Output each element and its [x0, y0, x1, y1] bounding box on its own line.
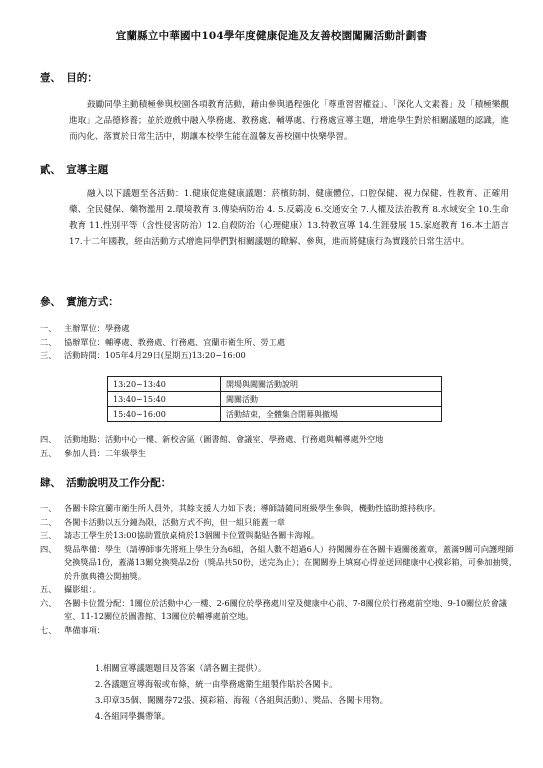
- item-number: 四、: [40, 543, 57, 554]
- schedule-event: 活動結束，全體集合閉幕與撤場: [221, 407, 442, 422]
- item-text: 主辦單位：學務處: [64, 323, 130, 333]
- list-item: [40, 502, 520, 516]
- section-heading-purpose: 壹、 目的：: [40, 72, 98, 84]
- document-title: 宜蘭縣立中華國中104學年度健康促進及友善校園闖關活動計劃書: [115, 30, 428, 42]
- prep-list: [95, 660, 388, 724]
- schedule-time: 15:40~16:00: [108, 407, 221, 422]
- table-row: [108, 377, 442, 392]
- list-item: [40, 447, 520, 461]
- purpose-paragraph: [69, 97, 509, 145]
- implementation-list: [40, 322, 520, 363]
- item-text: 協辦單位：輔導處、教務處、行務處、宜蘭市衛生所、勞工處: [64, 336, 286, 347]
- section-heading-themes: 貳、 宣導主題: [40, 164, 109, 176]
- item-text: 參加人員：二年級學生: [64, 447, 146, 458]
- item-number: 七、: [40, 624, 57, 635]
- item-number: 五、: [40, 584, 57, 594]
- section-heading-implementation: 參、 實施方式：: [40, 296, 119, 308]
- list-item: [40, 624, 520, 638]
- table-row: [108, 407, 442, 422]
- list-item: [40, 516, 520, 530]
- item-number: 二、: [40, 516, 57, 527]
- prep-item: 1.相關宣導議題題目及答案（請各關主提供）。: [95, 663, 267, 673]
- list-item: [40, 543, 520, 584]
- implementation-list-2: [40, 433, 520, 460]
- schedule-event: 闖關活動: [221, 392, 442, 407]
- section-heading-activity: 肆、 活動說明及工作分配：: [40, 477, 172, 489]
- item-number: 三、: [40, 530, 57, 540]
- prep-item: 4.各組同學攜帶筆。: [95, 711, 170, 721]
- list-item: [40, 322, 520, 336]
- item-text: 各關卡除宜蘭市衛生所人員外，其餘支援人力如下表；導師請隨同班級學生參與，機動性協助維持秩序。: [64, 503, 441, 513]
- purpose-text: 鼓勵同學主動積極參與校園各項教育活動，藉由參與過程強化「尊重習習權益」、「深化人文素養」及「積極樂觀進取」之品德修養；並於遊戲中融入學務處、教務處、輔導處、行務處宣導主題，增進學生對於相關議題的認識，進而內化、落實於日常生活中，期讓本校學生能在溫馨友善校園中快樂學習。: [69, 100, 509, 142]
- item-text: 各關卡位置分配：1關位於活動中心一樓、2-6關位於學務處川堂及健康中心前、7-8關位於行務處前空地、9-10關位於會議室、11-12關位於圖書館、13關位於輔導處前空地。: [64, 597, 507, 621]
- item-number: 一、: [40, 323, 57, 333]
- list-item: [40, 349, 520, 363]
- list-item: [40, 583, 520, 597]
- item-number: 三、: [40, 350, 57, 360]
- prep-item: 3.印章35個、闖關券72張、摸彩箱、海報（各組與活動）、獎品、各闖卡用物。: [95, 695, 389, 705]
- list-item: [40, 529, 520, 543]
- themes-paragraph: [69, 186, 509, 250]
- schedule-event: 開場與闖關活動說明: [221, 377, 442, 392]
- item-text: 活動地點：活動中心一樓、新校舍區（圖書館、會議室、學務處、行務處與輔導處外空地: [64, 434, 384, 444]
- item-number: 四、: [40, 434, 57, 444]
- schedule-time: 13:40~15:40: [108, 392, 221, 407]
- schedule-table: [107, 376, 442, 422]
- list-item: [40, 597, 520, 624]
- item-text: 獎品準備：學生（請導師事先將班上學生分為6組，各組人數不超過6人）持闖關券在各關卡過關後蓋章，蓋滿9關可向護理師兌換獎品1份，蓋滿13關兌換獎品2份（獎品共50份，送完為止）；在闖關券上填寫心得並送回健康中心摸彩箱，可參加抽獎，於升旗典禮公開抽獎。: [64, 543, 517, 581]
- item-text: 準備事項：: [64, 624, 105, 635]
- item-text: 各闖卡活動以五分鐘為限，活動方式不拘，但一組只能蓋一章: [64, 516, 286, 527]
- item-text: 攝影組：。: [64, 584, 101, 594]
- item-number: 二、: [40, 336, 57, 347]
- list-item: [40, 433, 520, 447]
- themes-text: 融入以下議題至各活動：1.健康促進健康議題：菸檳防制、健康體位、口腔保健、視力保健、性教育、正確用藥、全民健保、藥物濫用 2.環境教育 3.傳染病防治 4. 5.反霸凌 6.交通安全 7.人權及法治教育 8.水域安全 10.生命教育 11.性別平等（含性侵害防治）12.自殺防治（心理健康）13.特教宣導 14.生涯發展 15.家庭教育 16.本土語言 17.十二年國教，經由活動方式增進同學們對相關議題的瞭解、參與，進而將健康行為實踐於日常生活中。: [69, 189, 509, 247]
- prep-item: 2.各議題宣導海報或布條，統一由學務處衛生組製作貼於各闖卡。: [95, 679, 338, 689]
- schedule-time: 13:20~13:40: [108, 377, 221, 392]
- table-row: [108, 392, 442, 407]
- item-number: 一、: [40, 503, 57, 513]
- item-number: 六、: [40, 597, 57, 608]
- activity-list: [40, 502, 520, 637]
- item-text: 活動時間：105年4月29日(星期五)13:20~16:00: [64, 350, 246, 360]
- item-number: 五、: [40, 447, 57, 458]
- list-item: [40, 336, 520, 350]
- item-text: 請志工學生於13:00協助置放桌椅於13個關卡位置與黏貼各關卡海報。: [64, 530, 320, 540]
